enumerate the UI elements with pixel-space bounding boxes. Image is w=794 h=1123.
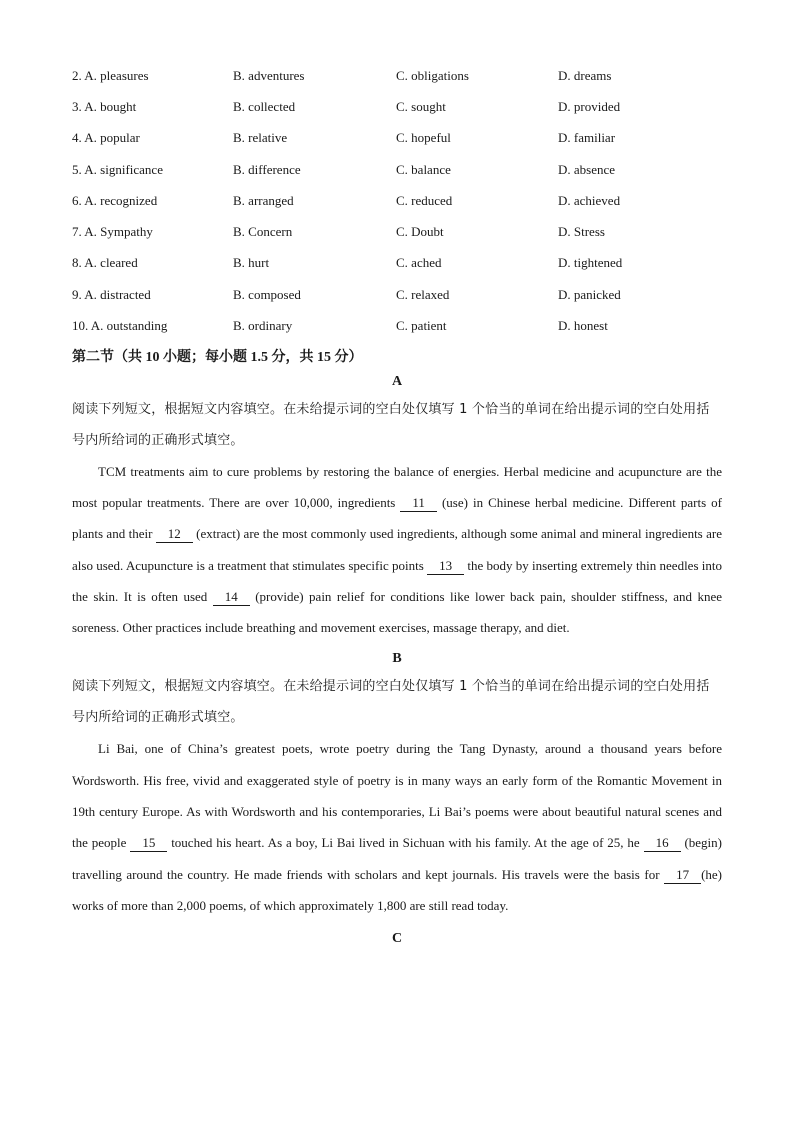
option-c: C. ached [396,255,442,271]
option-row [72,60,722,91]
option-d: D. familiar [558,130,616,146]
blank-14[interactable]: 14 [213,589,250,606]
passage-b-instruction: 阅读下列短文，根据短文内容填空。在未给提示词的空白处仅填写 1 个恰当的单词在给出提示词的空白处用括号内所给词的正确形式填空。 [72,679,710,726]
option-row [72,279,722,310]
passage-c-label: C [391,931,403,947]
option-row [72,310,722,341]
option-b: B. arranged [233,192,294,208]
option-d: D. panicked [558,286,621,302]
option-b: B. ordinary [233,318,293,334]
option-d: D. tightened [558,255,623,271]
option-a: 3. A. bought [72,98,137,114]
option-c: C. reduced [396,192,453,208]
option-row [72,91,722,122]
option-row [72,185,722,216]
blank-11[interactable]: 11 [400,495,437,512]
option-row [72,154,722,185]
option-a: 4. A. popular [72,130,140,146]
option-a: 6. A. recognized [72,192,158,208]
exam-page [72,60,722,951]
passage-a-instruction: 阅读下列短文，根据短文内容填空。在未给提示词的空白处仅填写 1 个恰当的单词在给出提示词的空白处用括号内所给词的正确形式填空。 [72,401,710,448]
option-a: 2. A. pleasures [72,67,149,83]
option-a: 9. A. distracted [72,286,151,302]
option-row [72,216,722,247]
option-c: C. patient [396,318,447,334]
option-b: B. Concern [233,224,293,240]
option-a: 7. A. Sympathy [72,224,153,240]
blank-17[interactable]: 17 [664,867,701,884]
option-row [72,123,722,154]
blank-16[interactable]: 16 [644,835,681,852]
passage-a-label: A [391,373,403,389]
option-d: D. absence [558,161,616,177]
option-c: C. sought [396,98,446,114]
passage-a-text: TCM treatments aim to cure problems by restoring the balance of energies. Herbal medicine and acupuncture are the most popular treatments. There are over 10,000, ingredients 11 (use) in Chinese herbal medicine. Different parts of plants and their 12 (extract) are the most commonly used ingredients, although some animal and mineral ingredients are also used. Acupuncture is a treatment that stimulates specific points 13 the body by inserting extremely thin needles into the skin. It is often used 14 (provide) pain relief for conditions like lower back pain, shoulder stiffness, and knee soreness. Other practices include breathing and movement exercises, massage therapy, and diet. [72,463,723,636]
blank-12[interactable]: 12 [156,526,193,543]
option-d: D. Stress [558,224,605,240]
passage-b-label: B [392,651,402,667]
option-row [72,248,722,279]
options-list [72,60,722,342]
option-b: B. collected [233,98,296,114]
option-b: B. difference [233,161,301,177]
option-b: B. relative [233,130,288,146]
option-a: 5. A. significance [72,161,163,177]
option-c: C. Doubt [396,224,444,240]
blank-13[interactable]: 13 [427,558,464,575]
blank-15[interactable]: 15 [130,835,167,852]
option-b: B. hurt [233,255,270,271]
option-a: 10. A. outstanding [72,318,168,334]
option-d: D. honest [558,318,608,334]
option-c: C. balance [396,161,451,177]
section-title: 第二节（共 10 小题；每小题 1.5 分，共 15 分） [72,349,363,365]
option-b: B. adventures [233,67,305,83]
passage-b-text: Li Bai, one of China’s greatest poets, wrote poetry during the Tang Dynasty, around a thousand years before Wordsworth. His free, vivid and exaggerated style of poetry is in many ways an early form of the Romantic Movement in 19th century Europe. As with Wordsworth and his contemporaries, Li Bai’s poems were about beautiful natural scenes and the people 15 touched his heart. As a boy, Li Bai lived in Sichuan with his family. At the age of 25, he 16 (begin) travelling around the country. He made friends with scholars and kept journals. His travels were the basis for 17 (he) works of more than 2,000 poems, of which approximately 1,800 are still read today. [72,741,723,913]
option-d: D. dreams [558,67,612,83]
option-c: C. obligations [396,67,469,83]
option-c: C. relaxed [396,286,450,302]
option-b: B. composed [233,286,301,302]
option-d: D. provided [558,98,621,114]
option-a: 8. A. cleared [72,255,138,271]
option-c: C. hopeful [396,130,451,146]
option-d: D. achieved [558,192,621,208]
